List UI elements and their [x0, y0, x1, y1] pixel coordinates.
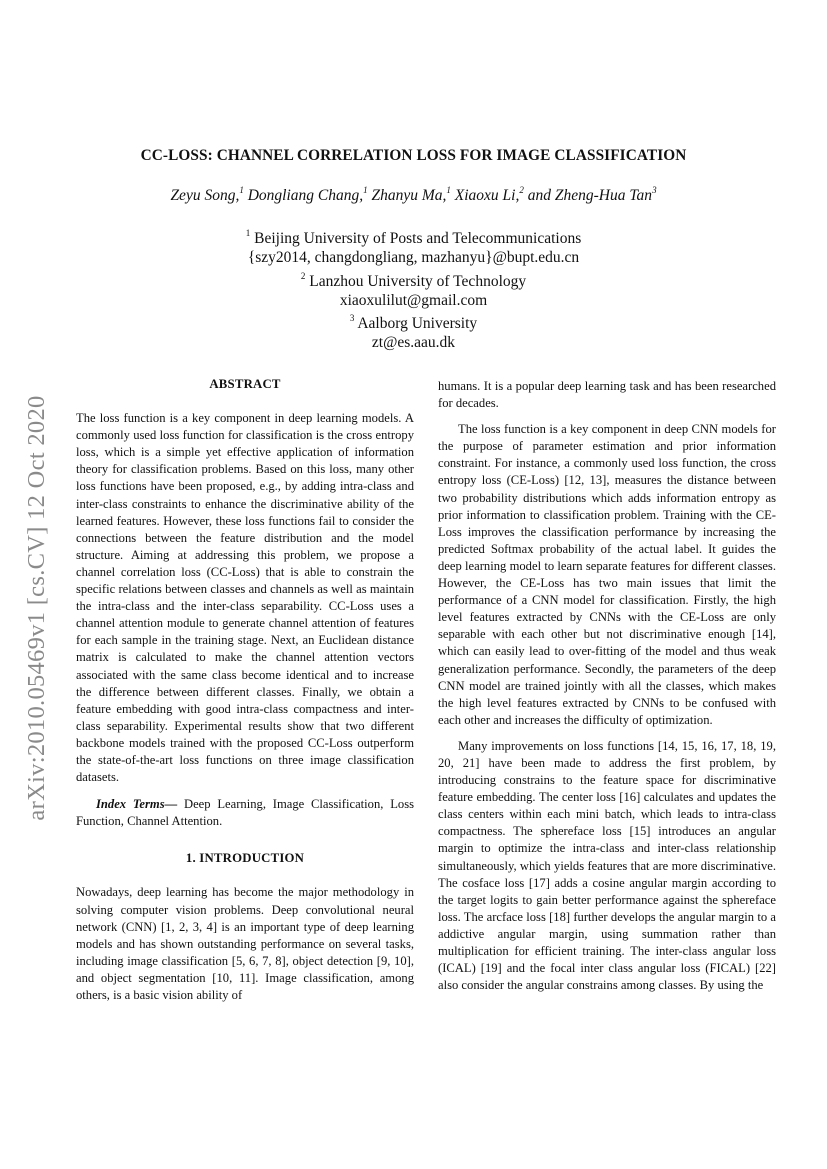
body-paragraph: The loss function is a key component in deep CNN models for the purpose of parameter estimation and prior information constraint. For instance, a commonly used loss function, the cross entropy loss (CE-Loss) [12, 13], measures the distance between two probability distributions which adds information entropy as prior information to classification problem. Training with the CE-Loss improves the classification performance by increasing the predicted Softmax probability of the actual label. It guides the deep learning model to learn separate features for different classes. However, the CE-Loss has two main issues that limit the performance of a CNN model for classification. Firstly, the high level features extracted by CNNs with the CE-Loss are only separable with each other but not discriminative enough [14], which can easily lead to over-fitting of the model and thus weak generalization performance. Secondly, the parameters of the deep CNN model are trained jointly with all the classes, which makes the high level features extracted by CNNs to be confused with each other and increases the difficulty of optimization. — [438, 422, 776, 727]
author-name: and Zheng-Hua Tan — [527, 187, 653, 205]
index-terms-text: Deep Learning, Image Classification, Loss Function, Channel Attention. — [76, 797, 414, 829]
affiliation-mark: 3 — [349, 313, 355, 324]
affiliation-name: Beijing University of Posts and Telecommunications — [254, 230, 582, 248]
affiliation-name: Aalborg University — [357, 315, 478, 333]
author-name: Xiaoxu Li, — [454, 187, 520, 205]
abstract-text: The loss function is a key component in deep learning models. A commonly used loss function for classification is the cross entropy loss, which is a simple yet effective application of information theory for classification problems. Based on this loss, many other loss functions have been proposed, e.g., by adding intra-class and inter-class constraints to enhance the discriminative ability of the learned features. However, these loss functions fail to consider the connections between the feature distribution and the model structure. Aiming at addressing this problem, we propose a channel correlation loss (CC-Loss) that is able to constrain the specific relations between classes and channels as well as maintain the intra-class and the inter-class separability. CC-Loss uses a channel attention module to generate channel attention of features for each sample in the training stage. Next, an Euclidean distance matrix is calculated to make the channel attention vectors associated with the same class become identical and to increase the difference between different classes. Finally, we obtain a feature embedding with good intra-class compactness and inter-class separability. Experimental results show that two different backbone models trained with the proposed CC-Loss outperform the state-of-the-art loss functions on three image classification datasets. — [76, 411, 414, 785]
affiliation-name: Lanzhou University of Technology — [309, 272, 527, 290]
right-column — [438, 378, 776, 1003]
abstract-heading: ABSTRACT — [209, 377, 281, 391]
author-affiliation-mark: 2 — [519, 185, 524, 195]
author-list — [60, 186, 767, 205]
affiliation-block — [110, 225, 717, 353]
author-affiliation-mark: 1 — [239, 185, 244, 195]
introduction-paragraph: Nowadays, deep learning has become the major methodology in solving computer vision problems. Deep convolutional neural network (CNN) [1, 2, 3, 4] is an important type of deep learning models and has shown outstanding performance on several tasks, including image classification [5, 6, 7, 8], object detection [9, 10], and object segmentation [10, 11]. Image classification, among others, is a basic vision ability of — [76, 885, 414, 1002]
author-name: Zhanyu Ma, — [371, 187, 447, 205]
introduction-heading: 1. INTRODUCTION — [185, 851, 305, 866]
index-terms-label: Index Terms— — [96, 797, 178, 812]
arxiv-identifier-text: arXiv:2010.05469v1 [cs.CV] 12 Oct 2020 — [23, 394, 50, 821]
author-name: Zeyu Song, — [170, 187, 240, 205]
author-name: Dongliang Chang, — [247, 187, 364, 205]
affiliation-1 — [110, 225, 717, 248]
index-terms — [76, 796, 414, 830]
affiliation-3-email: zt@es.aau.dk — [371, 334, 456, 352]
paper-title: CC-LOSS: CHANNEL CORRELATION LOSS FOR IMAGE CLASSIFICATION — [140, 147, 687, 164]
author-affiliation-mark: 3 — [652, 185, 657, 195]
affiliation-2 — [110, 268, 717, 291]
affiliation-3 — [110, 310, 717, 333]
affiliation-2-email: xiaoxulilut@gmail.com — [339, 291, 488, 309]
arxiv-identifier-stamp — [24, 365, 50, 850]
author-affiliation-mark: 1 — [446, 185, 451, 195]
affiliation-1-email: {szy2014, changdongliang, mazhanyu}@bupt.edu.cn — [247, 249, 580, 267]
affiliation-mark: 2 — [300, 270, 306, 281]
author-affiliation-mark: 1 — [363, 185, 368, 195]
body-paragraph: humans. It is a popular deep learning task and has been researched for decades. — [438, 379, 776, 411]
body-paragraph: Many improvements on loss functions [14, 15, 16, 17, 18, 19, 20, 21] have been made to address the first problem, by introducing constrains to the feature space for discriminative feature embedding. The center loss [16] calculates and updates the class centers within each mini batch, which leads to intra-class compactness. The sphereface loss [15] introduces an angular margin to optimize the intra-class and inter-class relationship simultaneously, which yields features that are more discriminative. The cosface loss [17] adds a cosine angular margin according to the target logits to gain better performance against the sphereface loss. The arcface loss [18] further develops the angular margin to a addictive angular margin, using summation rather than multiplication for efficient training. The inter-class angular loss (ICAL) [19] and the focal inter class angular loss (FICAL) [22] also consider the angular constrains among classes. By using the — [438, 738, 776, 993]
left-column — [76, 376, 414, 1013]
affiliation-mark: 1 — [245, 228, 251, 238]
